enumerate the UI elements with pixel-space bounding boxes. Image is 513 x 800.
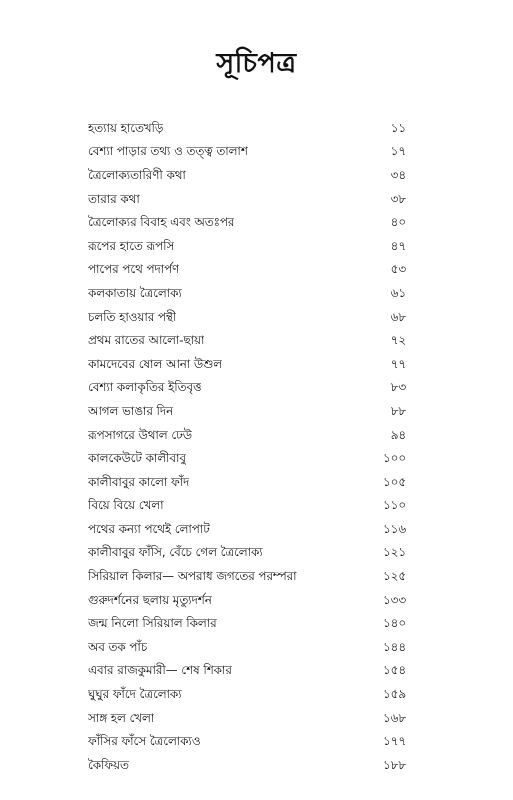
toc-entry-page-number: ১১০ <box>383 498 406 513</box>
toc-entry-title: বেশ্যা কলাকৃতির ইতিবৃত্ত <box>88 380 202 395</box>
toc-entry-title: বেশ্যা পাড়ার তথ্য ও তত্ত্ব তালাশ <box>88 144 248 159</box>
toc-entry <box>88 659 406 683</box>
toc-entry-page-number: ৩৮ <box>390 191 406 206</box>
toc-entry-title: এবার রাজকুমারী— শেষ শিকার <box>88 663 232 678</box>
toc-entry-page-number: ১২৫ <box>383 569 406 584</box>
toc-entry-title: কৈফিয়ত <box>88 757 129 772</box>
toc-entry-title: কলকাতায় ত্রৈলোক্য <box>88 285 182 300</box>
toc-entry <box>88 281 406 305</box>
toc-entry-title: হত্যায় হাতেখড়ি <box>88 120 164 135</box>
toc-entry-page-number: ১০৫ <box>383 474 406 489</box>
toc-entry-title: প্রথম রাতের আলো-ছায়া <box>88 333 205 348</box>
toc-entry-title: চলতি হাওয়ার পন্থী <box>88 309 177 324</box>
toc-entry-title: আগল ভাঙার দিন <box>88 403 174 418</box>
toc-entry <box>88 682 406 706</box>
page-title: সূচিপত্র <box>216 48 297 79</box>
toc-entry-page-number: ৪০ <box>390 215 406 230</box>
toc-entry <box>88 494 406 518</box>
toc-entry-page-number: ১৫৯ <box>383 687 406 702</box>
toc-entry-page-number: ৫৩ <box>390 262 406 277</box>
toc-entry <box>88 611 406 635</box>
toc-entry <box>88 258 406 282</box>
toc-entry-title: ঘুঘুর ফাঁদে ত্রৈলোক্য <box>88 687 182 702</box>
toc-entry-page-number: ১৭ <box>390 144 406 159</box>
toc-entry <box>88 753 406 777</box>
toc-entry <box>88 140 406 164</box>
toc-entry-page-number: ৯৪ <box>390 427 406 442</box>
toc-entry-page-number: ৮৩ <box>390 380 406 395</box>
toc-entry-page-number: ১০০ <box>383 451 406 466</box>
toc-entry-title: কালীবাবুর ফাঁসি, বেঁচে গেল ত্রৈলোক্য <box>88 545 263 560</box>
toc-entry <box>88 588 406 612</box>
toc-entry <box>88 187 406 211</box>
toc-entry-page-number: ১৬৮ <box>383 710 406 725</box>
toc-entry-title: জন্ম নিলো সিরিয়াল কিলার <box>88 616 217 631</box>
toc-entry-page-number: ৭৭ <box>390 356 406 371</box>
toc-entry-title: রূপসাগরে উথাল ঢেউ <box>88 427 192 442</box>
toc-entry-title: পথের কন্যা পথেই লোপাট <box>88 521 210 536</box>
toc-entry-title: অব তক পাঁচ <box>88 639 148 654</box>
toc-entry-title: সিরিয়াল কিলার— অপরাধ জগতের পরম্পরা <box>88 569 297 584</box>
toc-entry-title: বিয়ে বিয়ে খেলা <box>88 498 164 513</box>
toc-entry-page-number: ১৪০ <box>383 616 406 631</box>
toc-entry <box>88 635 406 659</box>
toc-entry <box>88 423 406 447</box>
toc-entry-page-number: ১১ <box>390 120 406 135</box>
toc-entry-page-number: ১৫৪ <box>383 663 406 678</box>
toc-entry <box>88 706 406 730</box>
toc-entry-title: কালীবাবুর কালো ফাঁদ <box>88 474 190 489</box>
toc-entry-page-number: ৭২ <box>390 333 406 348</box>
toc-entry-page-number: ১১৬ <box>383 521 406 536</box>
toc-entry <box>88 564 406 588</box>
toc-entry-page-number: ৬৮ <box>390 309 406 324</box>
toc-entry <box>88 234 406 258</box>
toc-entry-title: ত্রৈলোক্যতারিণী কথা <box>88 167 186 182</box>
toc-entry-title: তারার কথা <box>88 191 140 206</box>
toc-entry <box>88 446 406 470</box>
toc-entry-title: কালকেউটে কালীবাবু <box>88 451 186 466</box>
toc-entry-page-number: ৬১ <box>390 285 406 300</box>
toc-entry-title: সাঙ্গ হল খেলা <box>88 710 155 725</box>
toc-entry-page-number: ১৮৮ <box>383 757 406 772</box>
toc-entry-title: ত্রৈলোক্যর বিবাহ এবং অতঃপর <box>88 215 235 230</box>
toc-entry-title: কামদেবের ষোল আনা উশুল <box>88 356 223 371</box>
toc-entry-page-number: ১৭৭ <box>383 734 406 749</box>
toc-entry <box>88 163 406 187</box>
toc-entry <box>88 116 406 140</box>
toc-entry <box>88 210 406 234</box>
toc-entry <box>88 352 406 376</box>
toc-entry-title: গুরুদর্শনের ছলায় মৃত্যুদর্শন <box>88 592 212 607</box>
toc-entry <box>88 305 406 329</box>
toc-entry <box>88 541 406 565</box>
toc-entry <box>88 729 406 753</box>
toc-entry <box>88 517 406 541</box>
toc-entry <box>88 399 406 423</box>
toc-entry-page-number: ৪৭ <box>390 238 406 253</box>
table-of-contents <box>88 116 406 777</box>
toc-entry-page-number: ১২১ <box>383 545 406 560</box>
toc-entry-page-number: ৩৪ <box>390 167 406 182</box>
toc-entry-title: ফাঁসির ফাঁসে ত্রৈলোক্যও <box>88 734 201 749</box>
toc-entry-page-number: ৮৮ <box>390 403 406 418</box>
toc-entry-title: পাপের পথে পদার্পণ <box>88 262 180 277</box>
toc-entry <box>88 376 406 400</box>
toc-entry-title: রূপের হাতে রূপসি <box>88 238 175 253</box>
toc-entry <box>88 328 406 352</box>
toc-entry-page-number: ১৪৪ <box>383 639 406 654</box>
toc-entry-page-number: ১৩৩ <box>383 592 406 607</box>
toc-entry <box>88 470 406 494</box>
